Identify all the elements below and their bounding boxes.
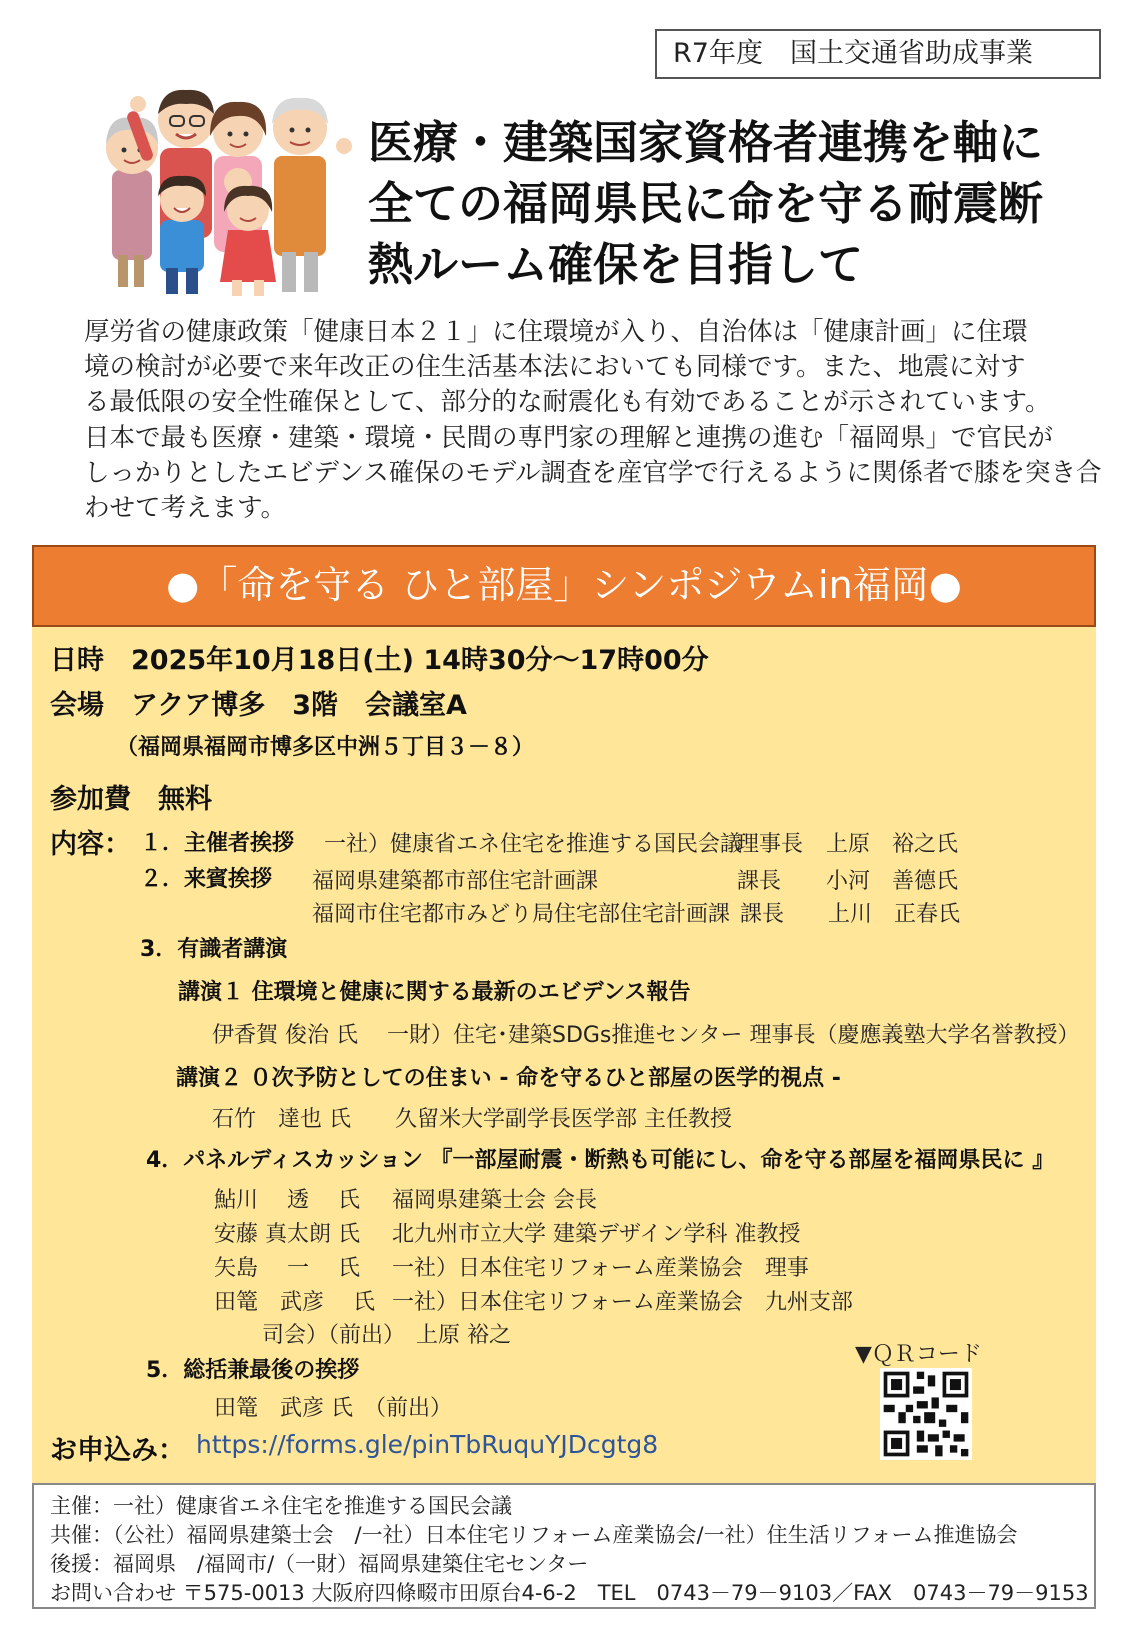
grandfather-figure	[272, 98, 352, 292]
footer-cohost: 共催：（公社）福岡県建築士会 /一社）日本住宅リフォーム産業協会/一社）住生活リフォーム推進協会	[50, 1523, 1018, 1547]
intro-line: わせて考えます。	[84, 493, 286, 524]
item2-name1: 小河 善德氏	[826, 869, 959, 894]
item2-org2: 福岡市住宅都市みどり局住宅部住宅計画課	[312, 902, 731, 927]
mother-figure	[210, 102, 266, 252]
item5-title: 5．総括兼最後の挨拶	[146, 1358, 360, 1383]
footer-info	[32, 1483, 1096, 1609]
item2-org1: 福岡県建築都市部住宅計画課	[312, 869, 599, 894]
lecture1-speaker: 伊香賀 俊治 氏 一財）住宅･建築SDGs推進センター 理事長（慶應義塾大学名誉教授）	[212, 1023, 1080, 1048]
panelist-affiliation: 一社）日本住宅リフォーム産業協会 九州支部	[392, 1290, 853, 1315]
panelist-name: 安藤 真太朗 氏	[214, 1222, 360, 1247]
panelist-name: 田篭 武彦 氏	[214, 1290, 375, 1315]
qr-label: ▼ＱＲコード	[855, 1342, 982, 1367]
item1-title: １．主催者挨拶	[140, 831, 295, 856]
lecture2-title: 講演２ ０次予防としての住まい - 命を守るひと部屋の医学的視点 -	[176, 1066, 841, 1091]
funding-tag: R7年度 国土交通省助成事業	[655, 29, 1101, 79]
item2-name2: 上川 正春氏	[828, 902, 961, 927]
panelist-affiliation: 一社）日本住宅リフォーム産業協会 理事	[392, 1256, 809, 1281]
family-illustration	[98, 70, 368, 300]
item1-org: 一社）健康省エネ住宅を推進する国民会議	[324, 832, 743, 857]
event-address: （福岡県福岡市博多区中洲５丁目３－８）	[116, 735, 535, 760]
intro-line: しっかりとしたエビデンス確保のモデル調査を産官学で行えるように関係者で膝を突き合	[84, 457, 1102, 488]
panelist-name: 鮎川 透 氏	[214, 1188, 360, 1213]
content-label: 内容：	[50, 829, 131, 860]
title-line: 医療・建築国家資格者連携を軸に	[368, 116, 1044, 169]
grandmother-figure	[106, 118, 158, 287]
intro-line: る最低限の安全性確保として、部分的な耐震化も有効であることが示されています。	[84, 387, 1051, 418]
intro-line: 日本で最も医療・建築・環境・民間の専門家の理解と連携の進む「福岡県」で官民が	[84, 422, 1054, 453]
girl-figure	[220, 186, 276, 296]
intro-line: 境の検討が必要で来年改正の住生活基本法においても同様です。また、地震に対す	[84, 352, 1026, 383]
panelist-affiliation: 福岡県建築士会 会長	[392, 1188, 597, 1213]
item2-role2: 課長	[740, 902, 785, 927]
lecture2-speaker: 石竹 達也 氏 久留米大学副学長医学部 主任教授	[212, 1107, 732, 1132]
qr-code-icon[interactable]	[880, 1368, 972, 1460]
footer-organizer: 主催：一社）健康省エネ住宅を推進する国民会議	[50, 1494, 512, 1518]
apply-label: お申込み：	[50, 1435, 185, 1466]
moderator: 司会）（前出） 上原 裕之	[262, 1323, 511, 1348]
title-line: 熱ルーム確保を目指して	[368, 238, 864, 291]
boy-figure	[158, 176, 206, 294]
panelist-name: 矢島 一 氏	[214, 1256, 360, 1281]
apply-link[interactable]: https://forms.gle/pinTbRuquYJDcgtg8	[196, 1430, 659, 1459]
item3-title: 3．有識者講演	[140, 937, 288, 962]
lecture1-title: 講演１ 住環境と健康に関する最新のエビデンス報告	[178, 980, 691, 1005]
intro-paragraph	[84, 315, 1102, 526]
item1-role: 理事長	[737, 832, 804, 857]
item1-name: 上原 裕之氏	[826, 832, 959, 857]
panelist-affiliation: 北九州市立大学 建築デザイン学科 准教授	[392, 1222, 801, 1247]
item2-title: ２．来賓挨拶	[140, 867, 273, 892]
title-line: 全ての福岡県民に命を守る耐震断	[368, 177, 1044, 230]
item5-speaker: 田篭 武彦 氏 （前出）	[214, 1396, 452, 1421]
event-banner: ●「命を守る ひと部屋」シンポジウムin福岡●	[32, 545, 1096, 627]
item4-title: 4．パネルディスカッション 『一部屋耐震・断熱も可能にし、命を守る部屋を福岡県民に 』	[146, 1148, 1055, 1173]
intro-line: 厚労省の健康政策「健康日本２１」に住環境が入り、自治体は「健康計画」に住環	[84, 317, 1028, 347]
main-title	[368, 112, 1088, 295]
event-venue: 会場 アクア博多 3階 会議室A	[50, 690, 467, 721]
footer-contact: お問い合わせ 〒575-0013 大阪府四條畷市田原台4-6-2 TEL 0743－79－9103／FAX 0743－79－9153	[50, 1581, 1089, 1605]
event-fee: 参加費 無料	[50, 784, 212, 815]
footer-support: 後援：福岡県 /福岡市/（一財）福岡県建築住宅センター	[50, 1552, 589, 1576]
item2-role1: 課長	[737, 869, 782, 894]
event-datetime: 日時 2025年10月18日(土) 14時30分～17時00分	[50, 645, 709, 676]
